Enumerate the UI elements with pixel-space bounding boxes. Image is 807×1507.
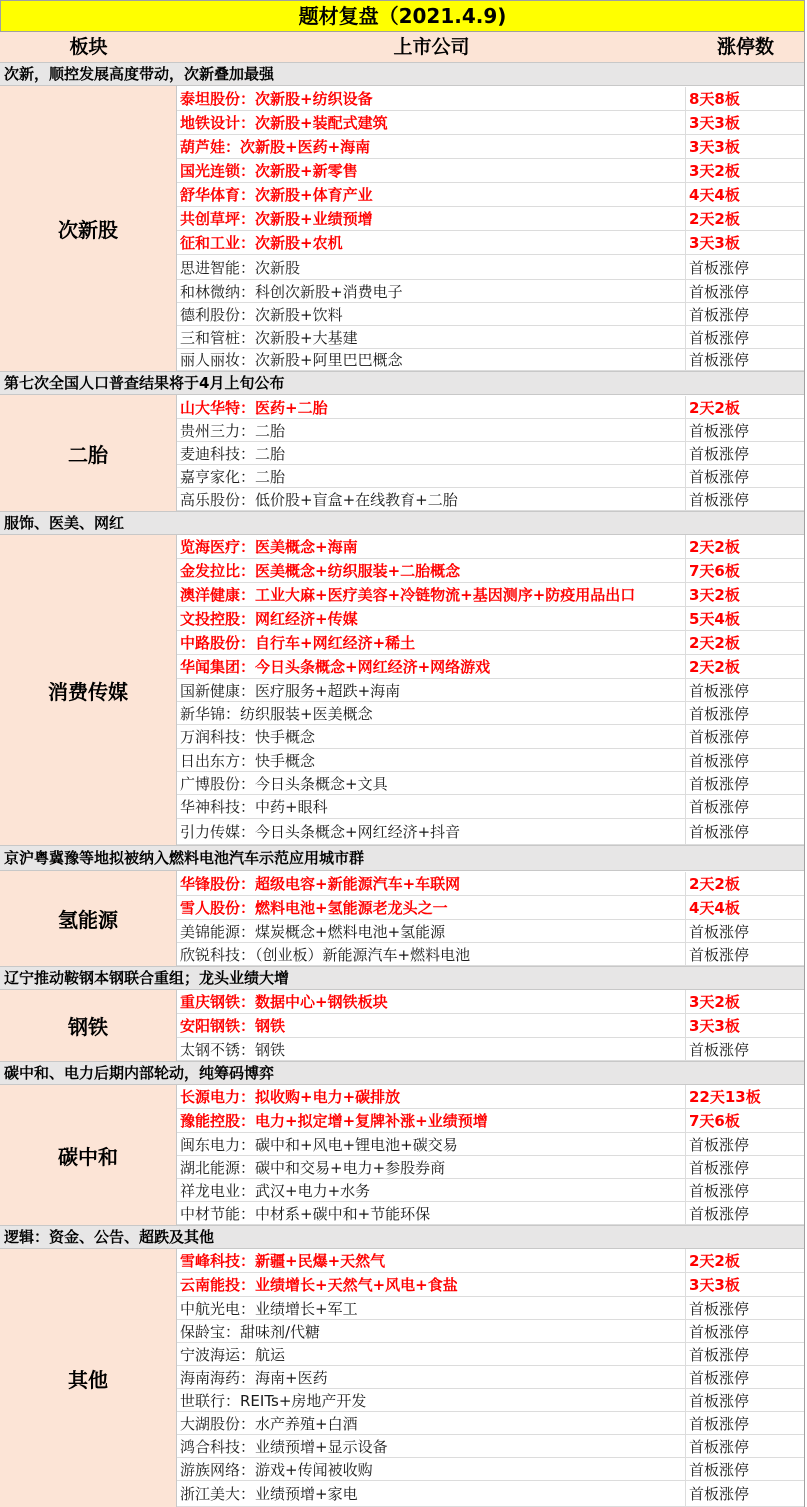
table-row	[177, 631, 805, 655]
table-row	[177, 1297, 805, 1320]
company-cell: 览海医疗：医美概念+海南	[177, 535, 686, 558]
table-row	[177, 896, 805, 920]
table-row	[177, 1435, 805, 1458]
table-row	[177, 326, 805, 349]
company-cell: 雪峰科技：新疆+民爆+天然气	[177, 1249, 686, 1272]
table-row	[177, 349, 805, 371]
limit-cell: 4天4板	[689, 186, 740, 204]
limit-cell: 首板涨停	[689, 945, 750, 964]
company-cell: 欣锐科技：（创业板）新能源汽车+燃料电池	[177, 943, 686, 965]
limit-cell: 3天2板	[689, 162, 740, 180]
company-cell: 太钢不锈：钢铁	[177, 1038, 686, 1060]
company-cell: 山大华特：医药+二胎	[177, 396, 686, 418]
table-row	[177, 183, 805, 207]
section-banner: 逻辑：资金、公告、超跌及其他	[0, 1225, 805, 1249]
company-cell: 大湖股份：水产养殖+白酒	[177, 1412, 686, 1434]
company-cell: 国光连锁：次新股+新零售	[177, 159, 686, 182]
table-row	[177, 465, 805, 488]
table-row	[177, 990, 805, 1014]
table-row	[177, 442, 805, 465]
limit-cell: 首板涨停	[689, 728, 750, 746]
company-cell: 美锦能源：煤炭概念+燃料电池+氢能源	[177, 920, 686, 942]
limit-cell: 首板涨停	[689, 1345, 750, 1364]
table-row	[177, 679, 805, 702]
table-row	[177, 159, 805, 183]
company-cell: 重庆钢铁：数据中心+钢铁板块	[177, 990, 686, 1013]
company-cell: 丽人丽妆：次新股+阿里巴巴概念	[177, 349, 686, 370]
limit-cell: 2天2板	[689, 634, 740, 652]
company-cell: 葫芦娃：次新股+医药+海南	[177, 135, 686, 158]
table-row	[177, 655, 805, 679]
company-cell: 共创草坪：次新股+业绩预增	[177, 207, 686, 230]
limit-cell: 3天3板	[689, 1017, 740, 1035]
table-row	[177, 419, 805, 442]
limit-cell: 首板涨停	[689, 922, 750, 941]
sector-label: 次新股	[0, 86, 177, 371]
header-company: 上市公司	[177, 32, 686, 62]
limit-cell: 首板涨停	[689, 1204, 750, 1223]
limit-cell: 5天4板	[689, 610, 740, 628]
table-row	[177, 135, 805, 159]
limit-cell: 首板涨停	[689, 490, 750, 509]
table-row	[177, 1085, 805, 1109]
table-row	[177, 607, 805, 631]
table-row	[177, 1179, 805, 1202]
table-row	[177, 943, 805, 966]
limit-cell: 3天2板	[689, 993, 740, 1011]
table-row	[177, 1109, 805, 1133]
table-row	[177, 1133, 805, 1156]
table-row	[177, 583, 805, 607]
company-cell: 中航光电：业绩增长+军工	[177, 1297, 686, 1319]
limit-cell: 4天4板	[689, 899, 740, 917]
company-cell: 豫能控股：电力+拟定增+复牌补涨+业绩预增	[177, 1109, 686, 1132]
company-cell: 高乐股份：低价股+盲盒+在线教育+二胎	[177, 488, 686, 510]
table-row	[177, 1389, 805, 1412]
table-row	[177, 749, 805, 772]
sector-label: 碳中和	[0, 1085, 177, 1225]
limit-cell: 7天6板	[689, 1112, 740, 1130]
table-row	[177, 231, 805, 255]
limit-cell: 首板涨停	[689, 823, 750, 841]
sector-label: 消费传媒	[0, 535, 177, 845]
table-row	[177, 396, 805, 419]
section-banner: 第七次全国人口普查结果将于4月上旬公布	[0, 371, 805, 395]
limit-cell: 首板涨停	[689, 1437, 750, 1456]
company-cell: 新华锦：纺织服装+医美概念	[177, 702, 686, 724]
company-cell: 麦迪科技：二胎	[177, 442, 686, 464]
company-cell: 长源电力：拟收购+电力+碳排放	[177, 1085, 686, 1108]
limit-cell: 2天2板	[689, 658, 740, 676]
limit-cell: 首板涨停	[689, 1299, 750, 1318]
table-row	[177, 280, 805, 303]
header-sector: 板块	[0, 32, 177, 62]
limit-cell: 首板涨停	[689, 774, 750, 793]
limit-cell: 22天13板	[689, 1088, 761, 1106]
company-cell: 文投控股：网红经济+传媒	[177, 607, 686, 630]
limit-cell: 8天8板	[689, 90, 740, 108]
company-cell: 世联行：REITs+房地产开发	[177, 1389, 686, 1411]
company-cell: 舒华体育：次新股+体育产业	[177, 183, 686, 206]
company-cell: 华闻集团：今日头条概念+网红经济+网络游戏	[177, 655, 686, 678]
table-row	[177, 1156, 805, 1179]
limit-cell: 首板涨停	[689, 1414, 750, 1433]
table-row	[177, 819, 805, 845]
company-cell: 浙江美大：业绩预增+家电	[177, 1481, 686, 1506]
limit-cell: 首板涨停	[689, 467, 750, 486]
limit-cell: 首板涨停	[689, 1460, 750, 1479]
table-row	[177, 1320, 805, 1343]
sector-label: 二胎	[0, 395, 177, 511]
table-row	[177, 1481, 805, 1507]
company-cell: 澳洋健康：工业大麻+医疗美容+冷链物流+基因测序+防疫用品出口	[177, 583, 686, 606]
table-row	[177, 795, 805, 819]
limit-cell: 首板涨停	[689, 282, 750, 301]
limit-cell: 首板涨停	[689, 1158, 750, 1177]
limit-cell: 首板涨停	[689, 305, 750, 324]
section-banner: 辽宁推动鞍钢本钢联合重组；龙头业绩大增	[0, 966, 805, 990]
limit-cell: 首板涨停	[689, 1322, 750, 1341]
company-cell: 雪人股份：燃料电池+氢能源老龙头之一	[177, 896, 686, 919]
limit-cell: 2天2板	[689, 538, 740, 556]
table-row	[177, 1014, 805, 1038]
limit-cell: 3天3板	[689, 234, 740, 252]
table-row	[177, 87, 805, 111]
company-cell: 鸿合科技：业绩预增+显示设备	[177, 1435, 686, 1457]
table-row	[177, 702, 805, 725]
company-cell: 祥龙电业：武汉+电力+水务	[177, 1179, 686, 1201]
table-row	[177, 1458, 805, 1481]
limit-cell: 3天2板	[689, 586, 740, 604]
company-cell: 德利股份：次新股+饮料	[177, 303, 686, 325]
limit-cell: 2天2板	[689, 398, 740, 417]
company-cell: 华神科技：中药+眼科	[177, 795, 686, 818]
limit-cell: 首板涨停	[689, 328, 750, 347]
table-row	[177, 1412, 805, 1435]
company-cell: 闽东电力：碳中和+风电+锂电池+碳交易	[177, 1133, 686, 1155]
limit-cell: 2天2板	[689, 1252, 740, 1270]
table-row	[177, 725, 805, 749]
table-row	[177, 303, 805, 326]
sheet-title: 题材复盘（2021.4.9)	[0, 0, 805, 32]
company-cell: 湖北能源：碳中和交易+电力+参股券商	[177, 1156, 686, 1178]
limit-cell: 首板涨停	[689, 1040, 750, 1059]
table-row	[177, 920, 805, 943]
limit-cell: 首板涨停	[689, 1181, 750, 1200]
company-cell: 万润科技：快手概念	[177, 725, 686, 748]
limit-cell: 首板涨停	[689, 704, 750, 723]
limit-cell: 首板涨停	[689, 681, 750, 700]
company-cell: 贵州三力：二胎	[177, 419, 686, 441]
company-cell: 金发拉比：医美概念+纺织服装+二胎概念	[177, 559, 686, 582]
limit-cell: 首板涨停	[689, 351, 750, 369]
company-cell: 广博股份：今日头条概念+文具	[177, 772, 686, 794]
company-cell: 中材节能：中材系+碳中和+节能环保	[177, 1202, 686, 1224]
limit-cell: 3天3板	[689, 138, 740, 156]
table-row	[177, 255, 805, 280]
limit-cell: 首板涨停	[689, 421, 750, 440]
limit-cell: 首板涨停	[689, 258, 750, 277]
limit-cell: 2天2板	[689, 875, 740, 893]
sector-label: 其他	[0, 1249, 177, 1507]
company-cell: 游族网络：游戏+传闻被收购	[177, 1458, 686, 1480]
company-cell: 华锋股份：超级电容+新能源汽车+车联网	[177, 872, 686, 895]
company-cell: 云南能投：业绩增长+天然气+风电+食盐	[177, 1273, 686, 1296]
table-row	[177, 1038, 805, 1061]
table-row	[177, 111, 805, 135]
table-row	[177, 207, 805, 231]
table-row	[177, 772, 805, 795]
company-cell: 中路股份：自行车+网红经济+稀土	[177, 631, 686, 654]
company-cell: 和林微纳：科创次新股+消费电子	[177, 280, 686, 302]
company-cell: 日出东方：快手概念	[177, 749, 686, 771]
limit-cell: 首板涨停	[689, 1368, 750, 1387]
table-row	[177, 1249, 805, 1273]
company-cell: 思进智能：次新股	[177, 255, 686, 279]
sector-label: 钢铁	[0, 990, 177, 1061]
company-cell: 国新健康：医疗服务+超跌+海南	[177, 679, 686, 701]
sector-label: 氢能源	[0, 871, 177, 966]
table-row	[177, 1273, 805, 1297]
company-cell: 征和工业：次新股+农机	[177, 231, 686, 254]
header-limit: 涨停数	[686, 32, 805, 62]
section-banner: 京沪粤冀豫等地拟被纳入燃料电池汽车示范应用城市群	[0, 845, 805, 871]
company-cell: 安阳钢铁：钢铁	[177, 1014, 686, 1037]
limit-cell: 首板涨停	[689, 751, 750, 770]
limit-cell: 2天2板	[689, 210, 740, 228]
limit-cell: 首板涨停	[689, 1135, 750, 1154]
company-cell: 嘉亨家化：二胎	[177, 465, 686, 487]
company-cell: 泰坦股份：次新股+纺织设备	[177, 87, 686, 110]
section-banner: 碳中和、电力后期内部轮动，纯筹码博弈	[0, 1061, 805, 1085]
table-row	[177, 872, 805, 896]
section-banner: 服饰、医美、网红	[0, 511, 805, 535]
company-cell: 引力传媒：今日头条概念+网红经济+抖音	[177, 819, 686, 844]
company-cell: 宁波海运：航运	[177, 1343, 686, 1365]
table-row	[177, 535, 805, 559]
limit-cell: 首板涨停	[689, 798, 750, 816]
company-cell: 保龄宝：甜味剂/代糖	[177, 1320, 686, 1342]
table-row	[177, 1343, 805, 1366]
company-cell: 海南海药：海南+医药	[177, 1366, 686, 1388]
table-row	[177, 488, 805, 511]
table-row	[177, 1202, 805, 1225]
table-row	[177, 1366, 805, 1389]
limit-cell: 首板涨停	[689, 1485, 750, 1503]
limit-cell: 3天3板	[689, 1276, 740, 1294]
company-cell: 地铁设计：次新股+装配式建筑	[177, 111, 686, 134]
table-row	[177, 559, 805, 583]
limit-cell: 首板涨停	[689, 1391, 750, 1410]
limit-cell: 首板涨停	[689, 444, 750, 463]
section-banner: 次新，顺控发展高度带动，次新叠加最强	[0, 62, 805, 86]
limit-cell: 3天3板	[689, 114, 740, 132]
limit-cell: 7天6板	[689, 562, 740, 580]
company-cell: 三和管桩：次新股+大基建	[177, 326, 686, 348]
